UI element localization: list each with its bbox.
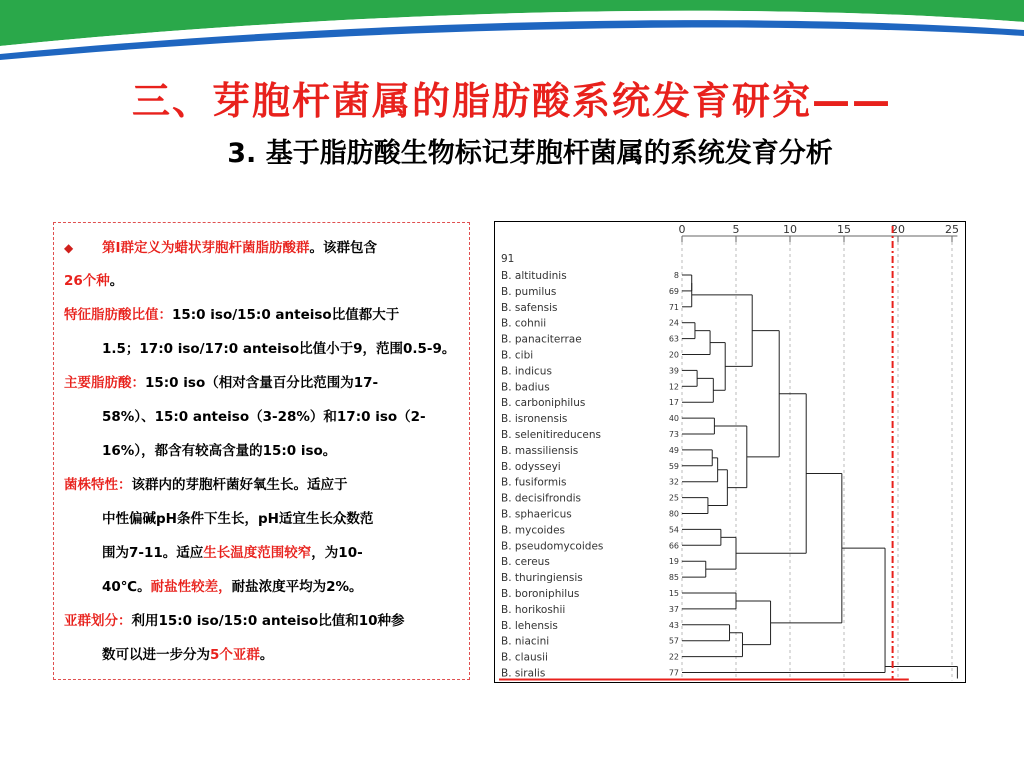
- species-label: B. isronensis: [501, 413, 568, 426]
- species-label: B. boroniphilus: [501, 588, 580, 600]
- species-id: 22: [668, 652, 679, 662]
- species-id: 39: [668, 366, 679, 376]
- axis-tick-label: 25: [945, 223, 959, 236]
- species-label: B. sphaericus: [501, 508, 572, 521]
- species-label: B. cibi: [501, 349, 534, 362]
- paragraph-group-definition: [64, 231, 461, 265]
- species-id: 69: [668, 286, 679, 296]
- axis-tick-label: 10: [783, 223, 797, 236]
- species-label: B. fusiformis: [501, 476, 567, 489]
- species-id: 12: [668, 382, 679, 392]
- main-fatty-acids-label: 主要脂肪酸：: [64, 375, 145, 391]
- paragraph-main-fatty-acids: [64, 366, 461, 400]
- paragraph-group-count: [64, 264, 461, 298]
- temperature-range-note: 生长温度范围较窄: [203, 545, 312, 561]
- species-id: 24: [668, 318, 679, 328]
- strain-traits-line4b: 耐盐浓度平均为2%。: [231, 579, 363, 595]
- species-id: 77: [668, 668, 679, 678]
- subgroups-line1: 利用15:0 iso/15:0 anteiso比值和10种参: [131, 613, 405, 629]
- species-id: 32: [668, 477, 679, 487]
- species-label: B. massiliensis: [501, 444, 579, 457]
- species-id: 15: [668, 589, 679, 598]
- axis-tick-label: 0: [678, 223, 686, 236]
- species-id: 63: [668, 334, 679, 344]
- axis-tick-label: 20: [891, 223, 905, 236]
- paragraph-strain-traits: [64, 468, 461, 502]
- species-label: B. badius: [501, 381, 550, 394]
- group-definition-text: 第Ⅰ群定义为蜡状芽胞杆菌脂肪酸群: [102, 240, 310, 256]
- species-label: B. selenitireducens: [501, 429, 602, 441]
- species-count: 26个种: [64, 273, 110, 289]
- species-label: B. lehensis: [501, 619, 558, 632]
- species-id: 20: [668, 350, 679, 360]
- page-subtitle: 3. 基于脂肪酸生物标记芽胞杆菌属的系统发育分析: [227, 138, 833, 169]
- axis-tick-label: 5: [732, 223, 740, 236]
- species-id: 66: [668, 541, 679, 551]
- group-definition-suffix: 。该群包含: [309, 240, 378, 256]
- header-swoosh: [0, 0, 1024, 60]
- species-label: B. decisifrondis: [501, 492, 581, 505]
- subgroups-line2a: 数可以进一步分为: [102, 647, 210, 663]
- species-label: B. panaciterrae: [501, 333, 582, 346]
- species-label: B. safensis: [501, 301, 558, 314]
- axis-tick-label: 15: [837, 223, 851, 236]
- species-label: B. carboniphilus: [501, 397, 586, 410]
- strain-traits-line3a: 围为7-11。适应: [102, 545, 204, 561]
- strain-traits-line1: 该群内的芽胞杆菌好氧生长。适应于: [131, 477, 348, 493]
- salt-tolerance-note: 耐盐性较差，: [150, 579, 232, 595]
- ratio-label: 特征脂肪酸比值：: [64, 307, 172, 323]
- species-label: B. siralis: [501, 667, 546, 680]
- main-fatty-acids-line2: 58%）、15:0 anteiso（3-28%）和17:0 iso（2-: [102, 409, 426, 425]
- species-id: 19: [668, 557, 679, 567]
- species-id: 59: [668, 461, 679, 471]
- species-label: B. cohnii: [501, 317, 547, 330]
- species-label: B. thuringiensis: [501, 572, 583, 585]
- species-label: B. altitudinis: [501, 270, 567, 282]
- species-id: 37: [668, 604, 679, 614]
- ratio-line1: 15:0 iso/15:0 anteiso比值都大于: [172, 307, 400, 323]
- species-label: B. horikoshii: [501, 603, 566, 616]
- species-id: 73: [668, 430, 679, 439]
- header-number: 91: [501, 253, 515, 265]
- strain-traits-line4a: 40℃。: [102, 579, 151, 595]
- strain-traits-label: 菌株特性：: [64, 477, 132, 493]
- subgroups-line2: [64, 638, 461, 672]
- species-id: 25: [668, 493, 679, 503]
- strain-traits-line2: 中性偏碱pH条件下生长，pH适宜生长众数范: [102, 511, 374, 527]
- paragraph-ratio: [64, 298, 461, 332]
- species-id: 54: [668, 525, 679, 535]
- species-id: 85: [668, 573, 679, 583]
- species-id: 71: [668, 302, 679, 312]
- subgroups-count: 5个亚群: [210, 647, 260, 663]
- species-label: B. niacini: [501, 635, 550, 648]
- page-title: 三、芽胞杆菌属的脂肪酸系统发育研究——: [131, 79, 892, 123]
- diamond-bullet-icon: ◆: [64, 241, 74, 255]
- paragraph-subgroups: [64, 604, 461, 638]
- species-label: B. pseudomycoides: [501, 540, 604, 553]
- species-label: B. cereus: [501, 556, 550, 569]
- main-fatty-acids-line1: 15:0 iso（相对含量百分比范围为17-: [145, 375, 379, 391]
- species-label: B. odysseyi: [501, 460, 561, 473]
- dendrogram-chart: [495, 222, 965, 682]
- species-id: 57: [668, 636, 679, 646]
- species-id: 43: [668, 620, 679, 630]
- species-label: B. mycoides: [501, 524, 566, 537]
- species-count-suffix: 。: [109, 273, 124, 289]
- species-label: B. clausii: [501, 651, 548, 664]
- main-fatty-acids-line3: 16%），都含有较高含量的15:0 iso。: [102, 443, 337, 459]
- subgroups-line2b: 。: [259, 647, 274, 663]
- species-label: B. indicus: [501, 365, 552, 378]
- species-id: 80: [668, 509, 679, 519]
- species-label: B. pumilus: [501, 285, 557, 298]
- ratio-line2: 1.5；17:0 iso/17:0 anteiso比值小于9，范围0.5-9。: [102, 341, 456, 357]
- strain-traits-line3b: ，为10-: [311, 545, 363, 561]
- species-id: 40: [668, 414, 679, 424]
- subgroups-label: 亚群划分：: [64, 613, 132, 629]
- strain-traits-line3: [64, 536, 461, 570]
- strain-traits-line4: [64, 570, 461, 604]
- species-id: 17: [668, 398, 679, 408]
- species-id: 49: [668, 445, 679, 455]
- species-id: 8: [673, 271, 679, 280]
- description-box: [53, 222, 470, 680]
- dendrogram-panel: [494, 221, 966, 683]
